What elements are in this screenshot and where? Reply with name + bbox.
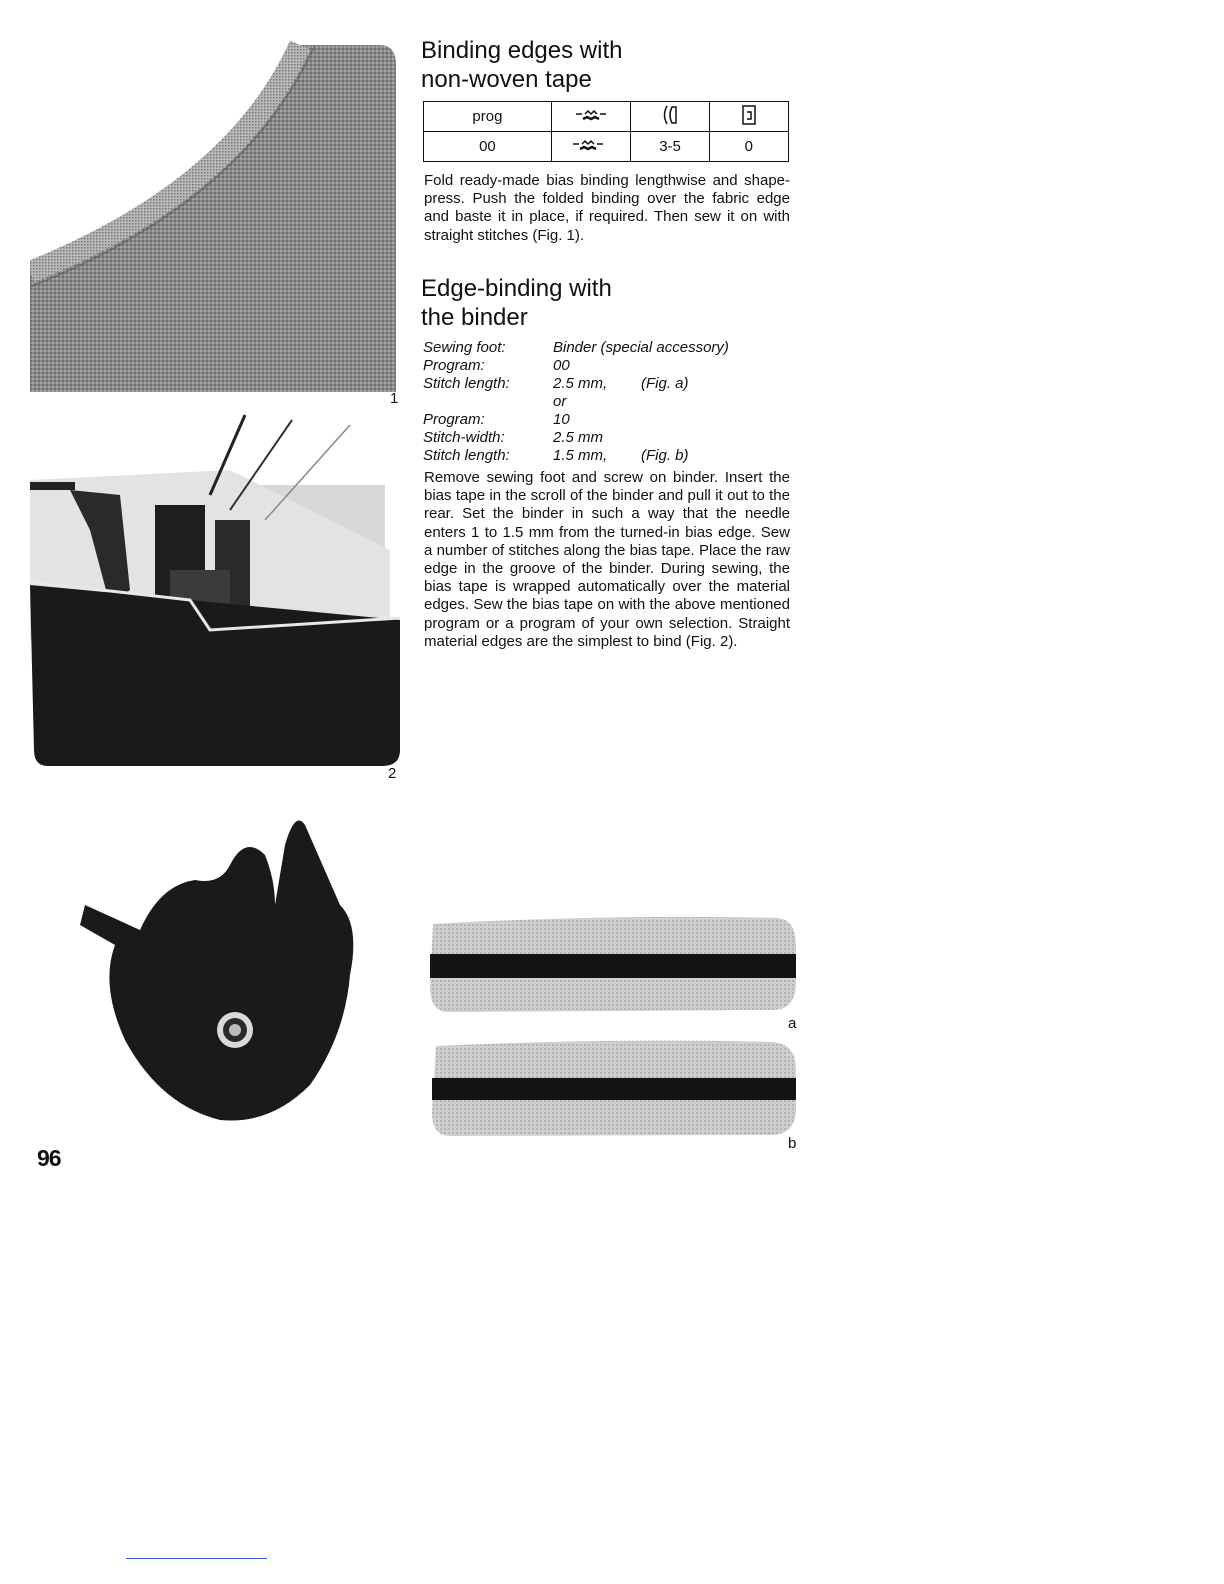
spec-value: 10 bbox=[553, 411, 570, 428]
fig2-photo bbox=[30, 410, 402, 770]
binder-accessory-photo bbox=[70, 805, 370, 1125]
settings-value-row bbox=[424, 132, 789, 162]
settings-table bbox=[423, 101, 789, 162]
section2-title-line2: the binder bbox=[421, 304, 528, 331]
spec-label: Stitch-width: bbox=[423, 429, 505, 446]
spec-label: Stitch length: bbox=[423, 375, 510, 392]
fig-b-label: b bbox=[788, 1135, 797, 1152]
stitch-length-value: 3-5 bbox=[631, 132, 709, 162]
zigzag-stitch-icon bbox=[551, 132, 631, 162]
fig1-label: 1 bbox=[390, 390, 399, 407]
settings-header-row bbox=[424, 102, 789, 132]
section1-heading bbox=[421, 36, 622, 94]
stitch-length-icon bbox=[631, 102, 709, 132]
zigzag-stitch-icon bbox=[551, 102, 631, 132]
section2-heading bbox=[421, 274, 612, 332]
fig-a-photo bbox=[428, 916, 798, 1014]
section1-title-line1: Binding edges with bbox=[421, 37, 623, 64]
spec-fig-ref: (Fig. b) bbox=[641, 447, 689, 464]
spec-value: Binder (special accessory) bbox=[553, 339, 729, 356]
spec-value: 2.5 mm, bbox=[553, 375, 608, 392]
page-number: 96 bbox=[37, 1145, 61, 1171]
presser-foot-icon bbox=[709, 102, 788, 132]
section1-title-line2: non-woven tape bbox=[421, 66, 592, 93]
footer-line bbox=[126, 1558, 267, 1559]
spec-label: Program: bbox=[423, 411, 485, 428]
spec-value: or bbox=[553, 393, 567, 410]
spec-label: Program: bbox=[423, 357, 485, 374]
fig-b-photo bbox=[428, 1040, 798, 1138]
prog-header: prog bbox=[424, 102, 552, 132]
spec-label: Sewing foot: bbox=[423, 339, 506, 356]
fig2-label: 2 bbox=[388, 765, 397, 782]
spec-value: 1.5 mm, bbox=[553, 447, 608, 464]
spec-value: 2.5 mm bbox=[553, 429, 604, 446]
program-value: 00 bbox=[424, 132, 552, 162]
fig-a-label: a bbox=[788, 1015, 797, 1032]
section2-body: Remove sewing foot and screw on binder. Insert the bias tape in the scroll of the binder and pull it out to the rear. Set the binder in such a way that the needle enters 1 to 1.5 mm from the turned-in bias edge. Sew a number of stitches along the bias tape. Place the raw edge in the groove of the binder. During sewing, the bias tape is wrapped automatically over the material edges. Sew the bias tape on with the above mentioned program or a program of your own selection. Straight material edges are the simplest to bind (Fig. 2). bbox=[424, 469, 790, 650]
spec-label: Stitch length: bbox=[423, 447, 510, 464]
fig1-photo bbox=[30, 40, 400, 395]
section2-title-line1: Edge-binding with bbox=[421, 275, 612, 302]
section1-body: Fold ready-made bias binding lengthwise and shape-press. Push the folded binding over the fabric edge and baste it in place, if required. Then sew it on with straight stitches (Fig. 1). bbox=[424, 172, 790, 244]
spec-value: 00 bbox=[553, 357, 570, 374]
spec-fig-ref: (Fig. a) bbox=[641, 375, 689, 392]
foot-value: 0 bbox=[709, 132, 788, 162]
